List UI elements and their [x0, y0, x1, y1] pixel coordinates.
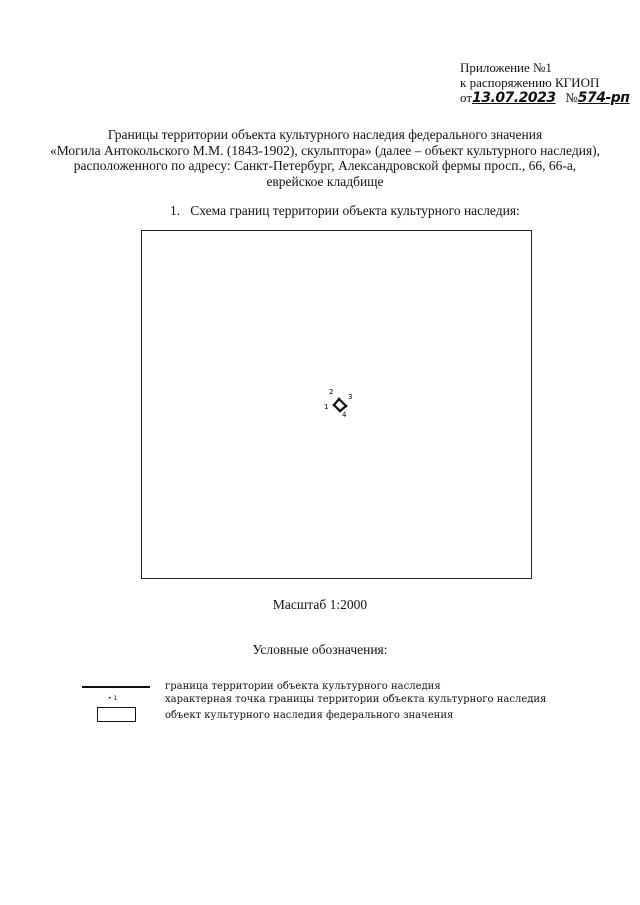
title-line3: расположенного по адресу: Санкт-Петербург, Александровской фермы просп., 66, 66-а,: [73, 158, 577, 173]
point-label-3: 3: [348, 393, 353, 401]
appendix-line3: [460, 90, 629, 106]
title-line4: еврейское кладбище: [266, 173, 384, 189]
legend-title: Условные обозначения:: [252, 642, 388, 657]
legend-item-boundary: граница территории объекта культурного наследия: [165, 681, 441, 692]
point-label-4: 4: [342, 411, 347, 419]
boundary-point-1: [333, 404, 336, 407]
legend-point-symbol: • 1: [108, 695, 118, 702]
boundary-map-svg: [142, 231, 533, 580]
boundary-point-4: [339, 410, 342, 413]
boundary-point-2: [338, 398, 341, 401]
appendix-line2: к распоряжению КГИОП: [460, 75, 600, 90]
document-title: [40, 127, 610, 189]
appendix-header: [460, 60, 629, 106]
legend-item-point: характерная точка границы территории объекта культурного наследия: [165, 694, 547, 705]
boundary-point-3: [345, 405, 348, 408]
boundary-polygon: [334, 399, 346, 411]
title-line2: «Могила Антокольского М.М. (1843-1902), скульптора» (далее – объект культурного наследия),: [49, 142, 601, 158]
point-label-2: 2: [329, 388, 334, 396]
legend-boundary-line-symbol: [82, 686, 150, 688]
legend-object-box-symbol: [97, 707, 136, 722]
section-heading: [170, 203, 520, 219]
map-scale: Масштаб 1:2000: [272, 597, 368, 612]
point-label-1: 1: [324, 403, 329, 411]
appendix-date: 13.07.2023: [472, 90, 556, 106]
section-label: Схема границ территории объекта культурного наследия:: [190, 203, 520, 218]
title-line1: Границы территории объекта культурного наследия федерального значения: [107, 127, 543, 142]
appendix-number: 574-рп: [577, 90, 630, 106]
legend-item-object: объект культурного наследия федерального значения: [165, 710, 454, 721]
number-prefix: №: [565, 90, 578, 105]
from-prefix: от: [460, 90, 473, 105]
section-number: 1.: [170, 203, 181, 218]
appendix-line1: Приложение №1: [460, 60, 552, 75]
boundary-map: [141, 230, 532, 579]
